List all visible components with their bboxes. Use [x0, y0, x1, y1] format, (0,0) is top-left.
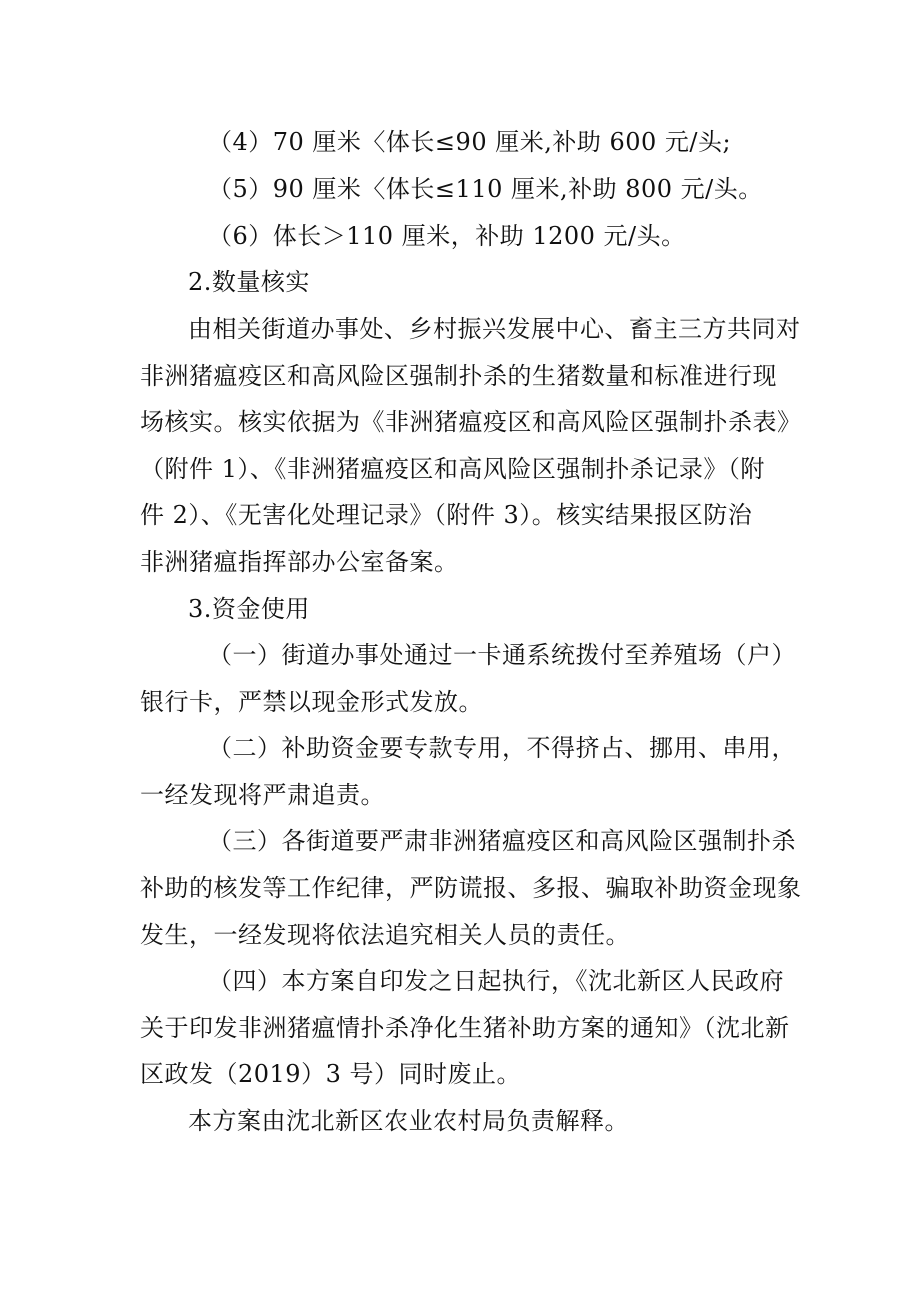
- paragraph-line: 银行卡，严禁以现金形式发放。: [140, 688, 483, 716]
- section-heading-verification: 2.数量核实: [188, 268, 310, 296]
- paragraph-line: 发生，一经发现将依法追究相关人员的责任。: [140, 921, 630, 949]
- paragraph-line: 件 2）、《无害化处理记录》（附件 3）。核实结果报区防治: [140, 501, 753, 529]
- paragraph-line: 非洲猪瘟指挥部办公室备案。: [140, 548, 459, 576]
- subsidy-item-4: （4）70 厘米〈体长≤90 厘米,补助 600 元/头;: [208, 128, 732, 156]
- paragraph-line: （四）本方案自印发之日起执行，《沈北新区人民政府: [208, 967, 784, 995]
- paragraph-line: （二）补助资金要专款专用，不得挤占、挪用、串用，: [208, 734, 796, 762]
- section-heading-funds: 3.资金使用: [188, 595, 310, 623]
- paragraph-line: 场核实。核实依据为《非洲猪瘟疫区和高风险区强制扑杀表》: [140, 408, 802, 436]
- paragraph-line: 区政发（2019）3 号）同时废止。: [140, 1060, 521, 1088]
- subsidy-item-5: （5）90 厘米〈体长≤110 厘米,补助 800 元/头。: [208, 175, 763, 203]
- paragraph-line: 补助的核发等工作纪律，严防谎报、多报、骗取补助资金现象: [140, 874, 802, 902]
- paragraph-line: 一经发现将严肃追责。: [140, 781, 385, 809]
- paragraph-line: 关于印发非洲猪瘟情扑杀净化生猪补助方案的通知》（沈北新: [140, 1014, 790, 1042]
- paragraph-line: 非洲猪瘟疫区和高风险区强制扑杀的生猪数量和标准进行现: [140, 362, 777, 390]
- paragraph-line: 由相关街道办事处、乡村振兴发展中心、畜主三方共同对: [188, 315, 801, 343]
- subsidy-item-6: （6）体长＞110 厘米，补助 1200 元/头。: [208, 222, 686, 250]
- paragraph-line: （附件 1）、《非洲猪瘟疫区和高风险区强制扑杀记录》（附: [140, 455, 765, 483]
- paragraph-line: （三）各街道要严肃非洲猪瘟疫区和高风险区强制扑杀: [208, 827, 796, 855]
- paragraph-line: （一）街道办事处通过一卡通系统拨付至养殖场（户）: [208, 641, 796, 669]
- closing-statement: 本方案由沈北新区农业农村局负责解释。: [188, 1107, 629, 1135]
